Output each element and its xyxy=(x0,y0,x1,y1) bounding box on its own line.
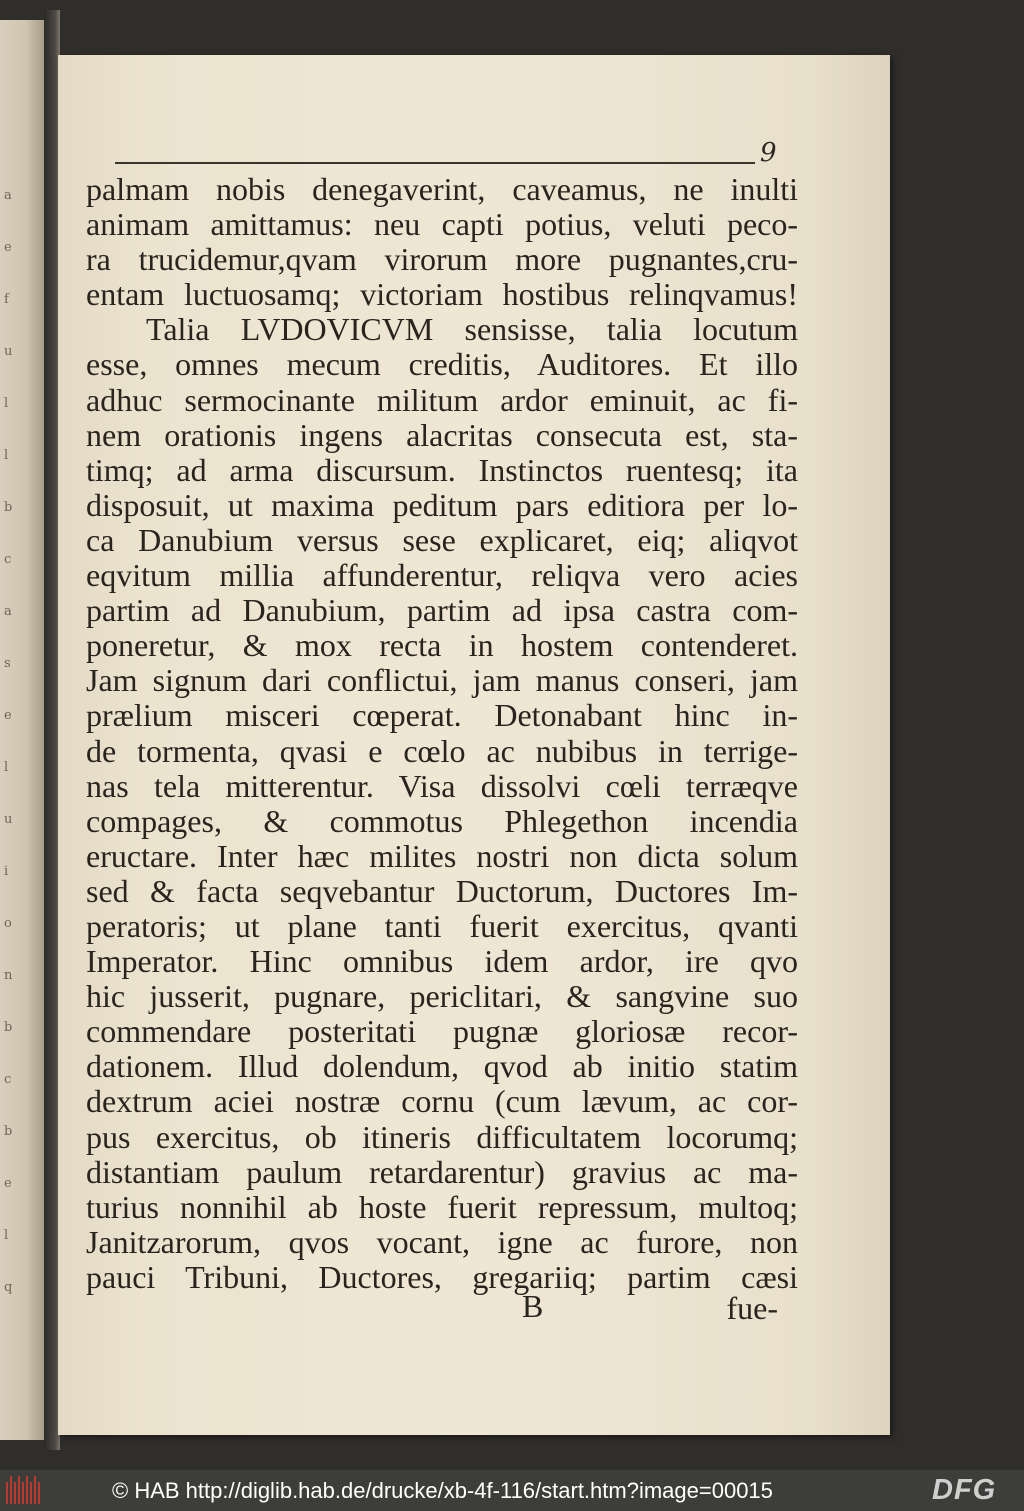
body-text xyxy=(86,172,798,1295)
left-page-mark: e xyxy=(4,240,12,255)
left-page-mark: l xyxy=(4,1228,9,1243)
left-page-mark: a xyxy=(4,604,12,619)
text-line: animam amittamus: neu capti potius, veluti peco- xyxy=(86,206,798,243)
footer-credit-link[interactable]: © HAB http://diglib.hab.de/drucke/xb-4f-116/start.htm?image=00015 xyxy=(112,1478,773,1503)
text-line: Imperator. Hinc omnibus idem ardor, ire qvo xyxy=(86,943,798,980)
text-line: entam luctuosamq; victoriam hostibus relinqvamus! xyxy=(86,276,798,313)
left-page-mark: c xyxy=(4,1072,12,1087)
catchword: fue- xyxy=(726,1290,778,1326)
text-line: ra trucidemur,qvam virorum more pugnantes,cru- xyxy=(86,241,798,278)
left-page-mark: o xyxy=(4,916,12,931)
left-page-mark: n xyxy=(4,968,13,983)
text-line: dationem. Illud dolendum, qvod ab initio statim xyxy=(86,1048,798,1085)
left-page-mark: c xyxy=(4,552,12,567)
dfg-logo: DFG xyxy=(932,1474,997,1506)
left-page-edge xyxy=(0,20,44,1440)
left-page-mark: u xyxy=(4,344,13,359)
hab-barcode-logo-icon xyxy=(6,1476,42,1504)
header-rule xyxy=(115,162,755,164)
left-page-mark: i xyxy=(4,864,9,879)
left-page-mark: l xyxy=(4,760,9,775)
text-line: Talia LVDOVICVM sensisse, talia locutum xyxy=(146,311,798,348)
text-line: pus exercitus, ob itineris difficultatem locorumq; xyxy=(86,1118,798,1155)
left-page-mark: b xyxy=(4,500,13,515)
text-line: sed & facta seqvebantur Ductorum, Ductores Im- xyxy=(86,872,798,909)
page-number: 9 xyxy=(760,138,777,168)
text-line: poneretur, & mox recta in hostem contenderet. xyxy=(86,627,798,664)
footer-bar xyxy=(0,1470,1024,1511)
signature-mark: B xyxy=(522,1288,544,1324)
text-line: distantiam paulum retardarentur) gravius ac ma- xyxy=(86,1153,798,1190)
text-line: prælium misceri cœperat. Detonabant hinc in- xyxy=(86,697,798,734)
text-line: peratoris; ut plane tanti fuerit exercitus, qvanti xyxy=(86,907,798,944)
left-page-mark: l xyxy=(4,448,9,463)
left-page-mark: e xyxy=(4,1176,12,1191)
text-line: ca Danubium versus sese explicaret, eiq; aliqvot xyxy=(86,521,798,558)
text-line: esse, omnes mecum creditis, Auditores. Et illo xyxy=(86,346,798,383)
left-page-mark: s xyxy=(4,656,11,671)
text-line: nas tela mitterentur. Visa dissolvi cœli terræqve xyxy=(86,767,798,804)
left-page-mark: b xyxy=(4,1124,13,1139)
text-line: timq; ad arma discursum. Instinctos ruentesq; ita xyxy=(86,451,798,488)
left-page-mark: e xyxy=(4,708,12,723)
text-line: Jam signum dari conflictui, jam manus conseri, jam xyxy=(86,662,798,699)
left-page-mark: a xyxy=(4,188,12,203)
text-line: dextrum aciei nostræ cornu (cum lævum, ac cor- xyxy=(86,1083,798,1120)
text-line: nem orationis ingens alacritas consecuta est, sta- xyxy=(86,416,798,453)
left-page-bleed-text xyxy=(4,170,34,1320)
left-page-mark: l xyxy=(4,396,9,411)
left-page-mark: f xyxy=(4,292,9,307)
text-line: adhuc sermocinante militum ardor eminuit, ac fi- xyxy=(86,381,798,418)
text-line: commendare posteritati pugnæ gloriosæ recor- xyxy=(86,1013,798,1050)
text-line: de tormenta, qvasi e cœlo ac nubibus in terrige- xyxy=(86,732,798,769)
text-line: partim ad Danubium, partim ad ipsa castra com- xyxy=(86,592,798,629)
text-line: hic jusserit, pugnare, periclitari, & sangvine suo xyxy=(86,978,798,1015)
text-line: turius nonnihil ab hoste fuerit repressum, multoq; xyxy=(86,1188,798,1225)
text-line: pauci Tribuni, Ductores, gregariiq; partim cæsi xyxy=(86,1258,798,1295)
text-line: eructare. Inter hæc milites nostri non dicta solum xyxy=(86,837,798,874)
left-page-mark: q xyxy=(4,1280,13,1295)
text-line: disposuit, ut maxima peditum pars editiora per lo- xyxy=(86,486,798,523)
text-line: compages, & commotus Phlegethon incendia xyxy=(86,802,798,839)
left-page-mark: u xyxy=(4,812,13,827)
text-line: Janitzarorum, qvos vocant, igne ac furore, non xyxy=(86,1223,798,1260)
catchline xyxy=(86,1288,798,1328)
left-page-mark: b xyxy=(4,1020,13,1035)
text-line: eqvitum millia affunderentur, reliqva vero acies xyxy=(86,557,798,594)
text-line: palmam nobis denegaverint, caveamus, ne inulti xyxy=(86,171,798,207)
